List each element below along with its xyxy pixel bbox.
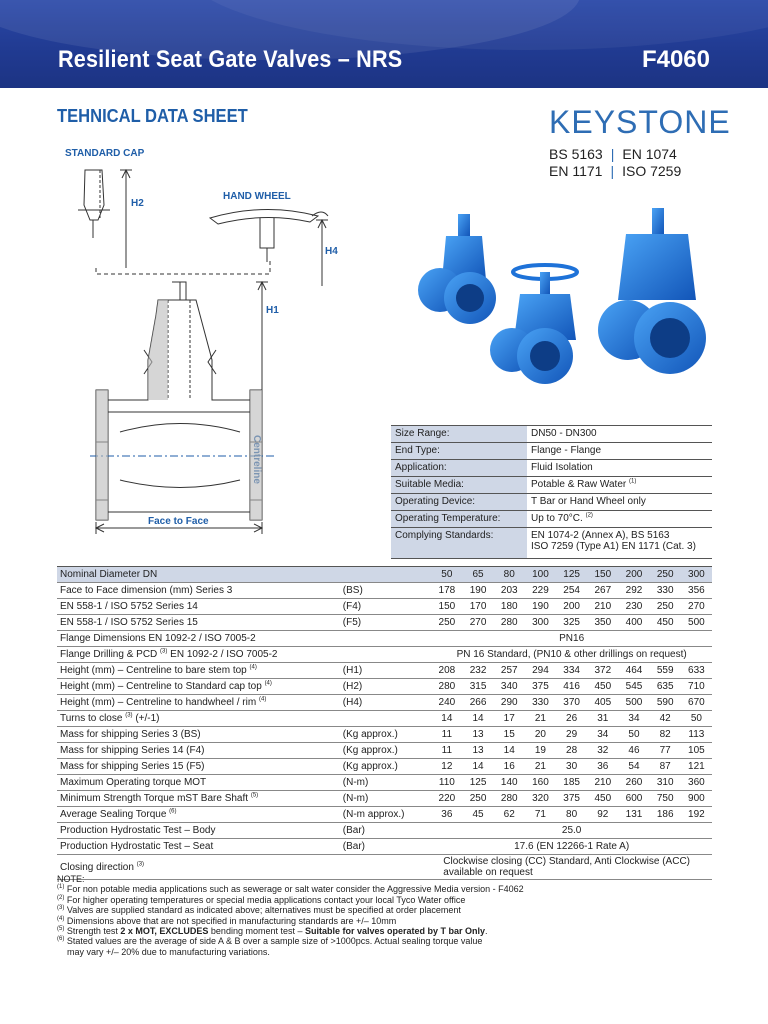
row-span-value: PN16 bbox=[431, 631, 712, 647]
cell-value: 29 bbox=[556, 727, 587, 743]
cell-value: 121 bbox=[681, 759, 712, 775]
cell-value: 450 bbox=[650, 615, 681, 631]
footnote-ref: (4) bbox=[264, 680, 272, 687]
note-marker: (6) bbox=[57, 936, 65, 943]
spec-value: T Bar or Hand Wheel only bbox=[527, 494, 712, 511]
cell-value: 330 bbox=[525, 695, 556, 711]
cell-value: 45 bbox=[462, 807, 493, 823]
cell-value: 500 bbox=[681, 615, 712, 631]
cell-value: 160 bbox=[525, 775, 556, 791]
row-unit: (F4) bbox=[340, 599, 431, 615]
cell-value: 42 bbox=[650, 711, 681, 727]
section-hatch bbox=[148, 300, 168, 400]
cell-value: 635 bbox=[650, 679, 681, 695]
cell-value: 180 bbox=[494, 599, 525, 615]
handwheel-hub bbox=[260, 218, 274, 248]
note-text: For non potable media applications such as sewerage or salt water consider the Aggressive Media version - F4062 bbox=[66, 884, 524, 895]
cell-value: 590 bbox=[650, 695, 681, 711]
header-dn: 200 bbox=[618, 567, 649, 583]
row-label-text: Height (mm) – Centreline to bare stem top bbox=[60, 665, 247, 676]
note-marker: (1) bbox=[57, 884, 65, 891]
footnote-ref: (3) bbox=[125, 712, 133, 719]
row-label-text: Height (mm) – Centreline to Standard cap top bbox=[60, 681, 262, 692]
row-label-text: Face to Face dimension (mm) Series 3 bbox=[60, 585, 233, 596]
row-label bbox=[57, 615, 340, 631]
standard-cap-shape bbox=[84, 170, 104, 220]
cell-value: 11 bbox=[431, 727, 462, 743]
cell-value: 350 bbox=[587, 615, 618, 631]
table-row bbox=[57, 679, 712, 695]
row-unit: (F5) bbox=[340, 615, 431, 631]
row-label bbox=[57, 647, 340, 663]
stem-top bbox=[172, 282, 186, 300]
standard-en1074: EN 1074 bbox=[622, 146, 677, 162]
cell-value: 710 bbox=[681, 679, 712, 695]
cell-value: 375 bbox=[556, 791, 587, 807]
note-6 bbox=[57, 936, 737, 946]
spec-value-text: Up to 70°C. bbox=[531, 513, 583, 524]
table-row bbox=[57, 695, 712, 711]
cell-value: 186 bbox=[650, 807, 681, 823]
cell-value: 17 bbox=[494, 711, 525, 727]
cell-value: 280 bbox=[494, 791, 525, 807]
spec-row bbox=[391, 511, 712, 528]
h4-label: H4 bbox=[325, 246, 338, 257]
row-span-value: 25.0 bbox=[431, 823, 712, 839]
cell-value: 360 bbox=[681, 775, 712, 791]
spec-key: Suitable Media: bbox=[391, 477, 527, 494]
row-label bbox=[57, 775, 340, 791]
standard-en1171: EN 1171 bbox=[549, 163, 603, 179]
span-line: available on request bbox=[443, 867, 533, 878]
row-unit bbox=[340, 631, 431, 647]
spec-value bbox=[527, 511, 712, 528]
footnote-ref: (2) bbox=[585, 512, 593, 519]
cell-value: 900 bbox=[681, 791, 712, 807]
cell-value: 21 bbox=[525, 759, 556, 775]
cell-value: 14 bbox=[462, 711, 493, 727]
standard-cap-stem bbox=[78, 210, 110, 238]
cell-value: 105 bbox=[681, 743, 712, 759]
cell-value: 210 bbox=[587, 775, 618, 791]
cell-value: 559 bbox=[650, 663, 681, 679]
cell-value: 280 bbox=[431, 679, 462, 695]
table-row bbox=[57, 759, 712, 775]
span-line: Clockwise closing (CC) Standard, Anti Clockwise (ACC) bbox=[443, 856, 691, 867]
cell-value: 32 bbox=[587, 743, 618, 759]
header-dn: 125 bbox=[556, 567, 587, 583]
spec-value bbox=[527, 528, 712, 559]
cell-value: 77 bbox=[650, 743, 681, 759]
row-label-text: Maximum Operating torque MOT bbox=[60, 777, 207, 788]
product-photos bbox=[390, 200, 720, 400]
row-label bbox=[57, 727, 340, 743]
brand-logo: KEYSTONE bbox=[549, 104, 731, 140]
row-label-text: Flange Dimensions EN 1092-2 / ISO 7005-2 bbox=[60, 633, 256, 644]
valve-dimension-diagram bbox=[60, 150, 350, 540]
row-label-text: Production Hydrostatic Test – Body bbox=[60, 825, 216, 836]
cell-value: 229 bbox=[525, 583, 556, 599]
cell-value: 50 bbox=[618, 727, 649, 743]
row-label bbox=[57, 663, 340, 679]
row-label-text: Turns to close bbox=[60, 713, 123, 724]
cell-value: 15 bbox=[494, 727, 525, 743]
spec-value-line: EN 1074-2 (Annex A), BS 5163 bbox=[531, 530, 670, 541]
cell-value: 500 bbox=[618, 695, 649, 711]
cell-value: 28 bbox=[556, 743, 587, 759]
footnote-ref: (3) bbox=[136, 861, 145, 868]
cell-value: 16 bbox=[494, 759, 525, 775]
h2-label: H2 bbox=[131, 198, 144, 209]
face-to-face-label: Face to Face bbox=[148, 516, 209, 527]
row-unit: (Bar) bbox=[340, 823, 431, 839]
row-unit: (H4) bbox=[340, 695, 431, 711]
row-label bbox=[57, 695, 340, 711]
note-marker: (4) bbox=[57, 915, 65, 922]
cell-value: 170 bbox=[462, 599, 493, 615]
cell-value: 87 bbox=[650, 759, 681, 775]
note-1 bbox=[57, 884, 737, 894]
cell-value: 220 bbox=[431, 791, 462, 807]
spec-key: Size Range: bbox=[391, 426, 527, 443]
table-row bbox=[57, 663, 712, 679]
spec-value: DN50 - DN300 bbox=[527, 426, 712, 443]
cell-value: 330 bbox=[650, 583, 681, 599]
cell-value: 232 bbox=[462, 663, 493, 679]
cell-value: 294 bbox=[525, 663, 556, 679]
cell-value: 82 bbox=[650, 727, 681, 743]
row-unit: (H2) bbox=[340, 679, 431, 695]
cell-value: 178 bbox=[431, 583, 462, 599]
cell-value: 270 bbox=[462, 615, 493, 631]
cell-value: 36 bbox=[431, 807, 462, 823]
table-row bbox=[57, 615, 712, 631]
table-row bbox=[57, 631, 712, 647]
cell-value: 633 bbox=[681, 663, 712, 679]
row-label-text: EN 558-1 / ISO 5752 Series 14 bbox=[60, 601, 198, 612]
cell-value: 545 bbox=[618, 679, 649, 695]
hand-wheel-label: HAND WHEEL bbox=[223, 191, 291, 202]
table-row bbox=[57, 839, 712, 855]
product-code: F4060 bbox=[641, 46, 710, 73]
cell-value: 254 bbox=[556, 583, 587, 599]
note-text: Stated values are the average of side A & B over a sample size of >1000pcs. Actual sealing torque value bbox=[66, 936, 483, 947]
header-dn: 300 bbox=[681, 567, 712, 583]
row-unit: (Kg approx.) bbox=[340, 759, 431, 775]
separator: | bbox=[610, 163, 615, 179]
cell-value: 50 bbox=[681, 711, 712, 727]
table-row bbox=[57, 583, 712, 599]
spec-row bbox=[391, 443, 712, 460]
cell-value: 292 bbox=[618, 583, 649, 599]
footnote-ref: (3) bbox=[160, 648, 168, 655]
header-dn: 50 bbox=[431, 567, 462, 583]
cell-value: 92 bbox=[587, 807, 618, 823]
row-label bbox=[57, 679, 340, 695]
dimensions-table bbox=[57, 566, 712, 880]
standards-line-1 bbox=[549, 146, 677, 162]
row-label-text: Flange Drilling & PCD bbox=[60, 649, 158, 660]
cell-value: 260 bbox=[618, 775, 649, 791]
cell-value: 372 bbox=[587, 663, 618, 679]
cell-value: 140 bbox=[494, 775, 525, 791]
standard-iso7259: ISO 7259 bbox=[622, 163, 682, 179]
header-label: Nominal Diameter DN bbox=[57, 567, 340, 583]
spec-row bbox=[391, 426, 712, 443]
cell-value: 325 bbox=[556, 615, 587, 631]
cell-value: 450 bbox=[587, 791, 618, 807]
valve-bonnet bbox=[108, 300, 250, 412]
header-dn: 80 bbox=[494, 567, 525, 583]
cell-value: 210 bbox=[587, 599, 618, 615]
row-label bbox=[57, 599, 340, 615]
spec-value-line: ISO 7259 (Type A1) EN 1171 (Cat. 3) bbox=[531, 541, 696, 552]
row-label bbox=[57, 743, 340, 759]
cell-value: 240 bbox=[431, 695, 462, 711]
note-text-bold: Suitable for valves operated by T bar Only bbox=[304, 926, 486, 937]
note-text: Dimensions above that are not specified in manufacturing standards are +/– 10mm bbox=[66, 915, 397, 926]
footnote-ref: (5) bbox=[250, 792, 259, 799]
cell-value: 46 bbox=[618, 743, 649, 759]
cell-value: 375 bbox=[525, 679, 556, 695]
cell-value: 125 bbox=[462, 775, 493, 791]
cell-value: 80 bbox=[556, 807, 587, 823]
standards-line-2 bbox=[549, 163, 681, 179]
cell-value: 19 bbox=[525, 743, 556, 759]
cell-value: 250 bbox=[650, 599, 681, 615]
cell-value: 30 bbox=[556, 759, 587, 775]
standard-cap-label: STANDARD CAP bbox=[65, 148, 145, 159]
row-label bbox=[57, 759, 340, 775]
cell-value: 310 bbox=[650, 775, 681, 791]
note-text-bold: 2 x MOT, EXCLUDES bbox=[120, 926, 209, 937]
note-text: For higher operating temperatures or special media applications contact your local Tyco Water office bbox=[66, 894, 466, 905]
row-label-text: EN 558-1 / ISO 5752 Series 15 bbox=[60, 617, 198, 628]
cell-value: 13 bbox=[462, 743, 493, 759]
cell-value: 250 bbox=[462, 791, 493, 807]
cell-value: 150 bbox=[431, 599, 462, 615]
row-label-text: Minimum Strength Torque mST Bare Shaft bbox=[60, 793, 249, 804]
note-2 bbox=[57, 895, 737, 905]
cell-value: 62 bbox=[494, 807, 525, 823]
cell-value: 113 bbox=[681, 727, 712, 743]
spec-key: End Type: bbox=[391, 443, 527, 460]
header-banner bbox=[0, 0, 768, 88]
cell-value: 356 bbox=[681, 583, 712, 599]
valve-body bbox=[96, 412, 262, 512]
table-row bbox=[57, 743, 712, 759]
spec-key: Complying Standards: bbox=[391, 528, 527, 559]
note-text: Valves are supplied standard as indicated above; alternatives must be specified at order placement bbox=[66, 905, 461, 916]
row-label-text: Average Sealing Torque bbox=[60, 809, 167, 820]
footnote-ref: (4) bbox=[258, 696, 267, 703]
row-unit: (H1) bbox=[340, 663, 431, 679]
spec-row bbox=[391, 528, 712, 559]
cell-value: 370 bbox=[556, 695, 587, 711]
document-title: Resilient Seat Gate Valves – NRS bbox=[58, 46, 403, 73]
cell-value: 230 bbox=[618, 599, 649, 615]
spec-value bbox=[527, 477, 712, 494]
note-3 bbox=[57, 905, 737, 915]
table-row bbox=[57, 823, 712, 839]
cell-value: 54 bbox=[618, 759, 649, 775]
separator: | bbox=[610, 146, 615, 162]
cell-value: 450 bbox=[587, 679, 618, 695]
header-dn: 150 bbox=[587, 567, 618, 583]
cell-value: 14 bbox=[462, 759, 493, 775]
valve-photo-tbar bbox=[418, 214, 496, 324]
notes-heading: NOTE: bbox=[57, 874, 85, 884]
cell-value: 200 bbox=[556, 599, 587, 615]
cell-value: 131 bbox=[618, 807, 649, 823]
cell-value: 280 bbox=[494, 615, 525, 631]
valve-photo-handwheel bbox=[490, 265, 577, 384]
h1-label: H1 bbox=[266, 305, 279, 316]
table-row bbox=[57, 599, 712, 615]
footnote-ref: (6) bbox=[169, 808, 177, 815]
cell-value: 31 bbox=[587, 711, 618, 727]
spec-key: Operating Temperature: bbox=[391, 511, 527, 528]
cell-value: 110 bbox=[431, 775, 462, 791]
cell-value: 26 bbox=[556, 711, 587, 727]
cell-value: 315 bbox=[462, 679, 493, 695]
cell-value: 267 bbox=[587, 583, 618, 599]
cell-value: 71 bbox=[525, 807, 556, 823]
cell-value: 11 bbox=[431, 743, 462, 759]
cell-value: 464 bbox=[618, 663, 649, 679]
row-unit bbox=[340, 647, 431, 663]
note-4 bbox=[57, 916, 737, 926]
spec-row bbox=[391, 460, 712, 477]
cell-value: 190 bbox=[525, 599, 556, 615]
valve-photo-large bbox=[598, 208, 706, 374]
note-marker: (2) bbox=[57, 894, 65, 901]
row-label-text: Mass for shipping Series 14 (F4) bbox=[60, 745, 205, 756]
note-5: $^{(5)}$ Strength test 2 x MOT, EXCLUDES bending moment test – Suitable for valves operated by T bar Only. bbox=[57, 926, 488, 937]
row-label-text: Production Hydrostatic Test – Seat bbox=[60, 841, 214, 852]
row-label bbox=[57, 839, 340, 855]
spec-row bbox=[391, 494, 712, 511]
cell-value: 14 bbox=[494, 743, 525, 759]
row-unit: (Kg approx.) bbox=[340, 727, 431, 743]
row-label bbox=[57, 631, 340, 647]
spec-row bbox=[391, 477, 712, 494]
row-label bbox=[57, 583, 340, 599]
notes-section bbox=[57, 874, 737, 957]
spec-key: Application: bbox=[391, 460, 527, 477]
cell-value: 416 bbox=[556, 679, 587, 695]
row-unit: (N-m approx.) bbox=[340, 807, 431, 823]
footnote-ref: (4) bbox=[249, 664, 257, 671]
cell-value: 185 bbox=[556, 775, 587, 791]
table-row bbox=[57, 807, 712, 823]
row-span-value: 17.6 (EN 12266-1 Rate A) bbox=[431, 839, 712, 855]
row-unit: (Bar) bbox=[340, 839, 431, 855]
table-row bbox=[57, 727, 712, 743]
table-row bbox=[57, 711, 712, 727]
cell-value: 266 bbox=[462, 695, 493, 711]
footnote-ref: (1) bbox=[629, 478, 637, 485]
header-unit bbox=[340, 567, 431, 583]
row-label bbox=[57, 711, 340, 727]
note-6-continued: may vary +/– 20% due to manufacturing variations. bbox=[67, 946, 270, 957]
cell-value: 208 bbox=[431, 663, 462, 679]
cell-value: 270 bbox=[681, 599, 712, 615]
cell-value: 20 bbox=[525, 727, 556, 743]
row-label-text: EN 1092-2 / ISO 7005-2 bbox=[167, 649, 278, 660]
cell-value: 340 bbox=[494, 679, 525, 695]
specifications-table bbox=[391, 425, 712, 559]
spec-value: Fluid Isolation bbox=[527, 460, 712, 477]
section-title: TEHNICAL DATA SHEET bbox=[57, 106, 248, 126]
note-text: bending moment test – bbox=[208, 926, 305, 937]
handwheel-shape bbox=[210, 209, 318, 224]
cell-value: 34 bbox=[618, 711, 649, 727]
header-dn: 65 bbox=[462, 567, 493, 583]
table-header-row bbox=[57, 567, 712, 583]
row-unit: (Kg approx.) bbox=[340, 743, 431, 759]
table-row bbox=[57, 791, 712, 807]
row-label-text: Mass for shipping Series 3 (BS) bbox=[60, 729, 201, 740]
row-unit: (N-m) bbox=[340, 791, 431, 807]
spec-value-text: Potable & Raw Water bbox=[531, 479, 627, 490]
row-label-text: Mass for shipping Series 15 (F5) bbox=[60, 761, 205, 772]
cell-value: 300 bbox=[525, 615, 556, 631]
cell-value: 405 bbox=[587, 695, 618, 711]
note-text: Strength test bbox=[66, 926, 121, 937]
row-unit bbox=[340, 711, 431, 727]
cell-value: 670 bbox=[681, 695, 712, 711]
cell-value: 12 bbox=[431, 759, 462, 775]
row-unit: (N-m) bbox=[340, 775, 431, 791]
cell-value: 34 bbox=[587, 727, 618, 743]
header-dn: 250 bbox=[650, 567, 681, 583]
row-label bbox=[57, 807, 340, 823]
cell-value: 190 bbox=[462, 583, 493, 599]
cell-value: 203 bbox=[494, 583, 525, 599]
standard-bs5163: BS 5163 bbox=[549, 146, 603, 162]
row-label bbox=[57, 823, 340, 839]
cell-value: 13 bbox=[462, 727, 493, 743]
row-label-text: Closing direction bbox=[60, 861, 134, 873]
note-marker: (3) bbox=[57, 905, 65, 912]
cell-value: 192 bbox=[681, 807, 712, 823]
header-dn: 100 bbox=[525, 567, 556, 583]
cell-value: 400 bbox=[618, 615, 649, 631]
cell-value: 290 bbox=[494, 695, 525, 711]
spec-value: Flange - Flange bbox=[527, 443, 712, 460]
cell-value: 334 bbox=[556, 663, 587, 679]
row-unit: (BS) bbox=[340, 583, 431, 599]
row-label-text: (+/-1) bbox=[132, 713, 160, 724]
cell-value: 320 bbox=[525, 791, 556, 807]
cell-value: 250 bbox=[431, 615, 462, 631]
row-label bbox=[57, 791, 340, 807]
spec-key: Operating Device: bbox=[391, 494, 527, 511]
cell-value: 36 bbox=[587, 759, 618, 775]
cell-value: 257 bbox=[494, 663, 525, 679]
cell-value: 600 bbox=[618, 791, 649, 807]
table-row bbox=[57, 647, 712, 663]
row-label-text: Height (mm) – Centreline to handwheel / rim bbox=[60, 697, 257, 708]
cell-value: 14 bbox=[431, 711, 462, 727]
note-marker: (5) bbox=[57, 926, 65, 933]
cell-value: 750 bbox=[650, 791, 681, 807]
cell-value: 21 bbox=[525, 711, 556, 727]
row-span-value: PN 16 Standard, (PN10 & other drillings on request) bbox=[431, 647, 712, 663]
table-row bbox=[57, 775, 712, 791]
